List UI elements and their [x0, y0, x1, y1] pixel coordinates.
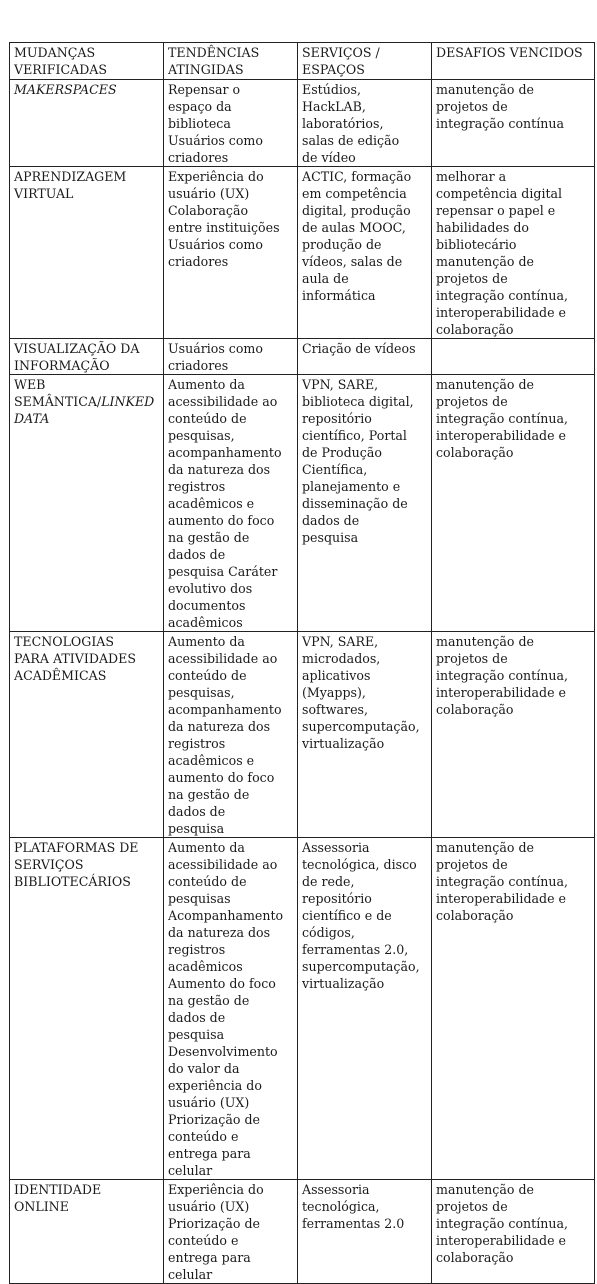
table-cell: Estúdios, HackLAB, laboratórios, salas de edição de vídeo	[298, 80, 432, 167]
table-row	[10, 838, 595, 1180]
table-cell: VPN, SARE, biblioteca digital, repositório científico, Portal de Produção Científica, planejamento e disseminação de dados de pesquisa	[298, 375, 432, 632]
table-cell: MAKERSPACES	[10, 80, 164, 167]
table-cell: melhorar a competência digital repensar o papel e habilidades do bibliotecário manutenção de projetos de integração contínua, interoperabilidade e colaboração	[432, 167, 595, 339]
header-cell-servicos: SERVIÇOS / ESPAÇOS	[298, 43, 432, 80]
table-cell: manutenção de projetos de integração contínua, interoperabilidade e colaboração	[432, 838, 595, 1180]
table-cell: VISUALIZAÇÃO DA INFORMAÇÃO	[10, 339, 164, 375]
table-cell: APRENDIZAGEM VIRTUAL	[10, 167, 164, 339]
table-header-row	[10, 43, 595, 80]
table-row	[10, 632, 595, 838]
trends-table	[9, 42, 595, 1284]
table-cell: manutenção de projetos de integração contínua, interoperabilidade e colaboração	[432, 632, 595, 838]
table-row	[10, 167, 595, 339]
table-cell: IDENTIDADE ONLINE	[10, 1180, 164, 1284]
table-cell: Repensar o espaço da biblioteca Usuários como criadores	[164, 80, 298, 167]
header-cell-desafios: DESAFIOS VENCIDOS	[432, 43, 595, 80]
table-cell: Assessoria tecnológica, ferramentas 2.0	[298, 1180, 432, 1284]
cell-text-italic: LINKED DATA	[14, 394, 155, 426]
table-cell: manutenção de projetos de integração contínua, interoperabilidade e colaboração	[432, 375, 595, 632]
table-row	[10, 80, 595, 167]
table-cell: ACTIC, formação em competência digital, produção de aulas MOOC, produção de vídeos, salas de aula de informática	[298, 167, 432, 339]
header-cell-mudancas: MUDANÇAS VERIFICADAS	[10, 43, 164, 80]
table-cell	[432, 339, 595, 375]
cell-text: WEB SEMÂNTICA/	[14, 377, 102, 409]
table-row	[10, 1180, 595, 1284]
header-cell-tendencias: TENDÊNCIAS ATINGIDAS	[164, 43, 298, 80]
table-cell: Experiência do usuário (UX) Colaboração entre instituições Usuários como criadores	[164, 167, 298, 339]
table-cell: manutenção de projetos de integração contínua	[432, 80, 595, 167]
table-cell: VPN, SARE, microdados, aplicativos (Myapps), softwares, supercomputação, virtualização	[298, 632, 432, 838]
table-cell: Criação de vídeos	[298, 339, 432, 375]
table-cell: Aumento da acessibilidade ao conteúdo de pesquisas, acompanhamento da natureza dos registros acadêmicos e aumento do foco na gestão de dados de pesquisa	[164, 632, 298, 838]
table-cell: Experiência do usuário (UX) Priorização de conteúdo e entrega para celular	[164, 1180, 298, 1284]
table-row	[10, 375, 595, 632]
table-cell: Usuários como criadores	[164, 339, 298, 375]
table-cell: Assessoria tecnológica, disco de rede, repositório científico e de códigos, ferramentas 2.0, supercomputação, virtualização	[298, 838, 432, 1180]
table-cell: TECNOLOGIAS PARA ATIVIDADES ACADÊMICAS	[10, 632, 164, 838]
table-cell: Aumento da acessibilidade ao conteúdo de pesquisas, acompanhamento da natureza dos registros acadêmicos e aumento do foco na gestão de dados de pesquisa Caráter evolutivo dos documentos acadêmicos	[164, 375, 298, 632]
table-cell	[10, 375, 164, 632]
table-row	[10, 339, 595, 375]
table-cell: manutenção de projetos de integração contínua, interoperabilidade e colaboração	[432, 1180, 595, 1284]
table-cell: PLATAFORMAS DE SERVIÇOS BIBLIOTECÁRIOS	[10, 838, 164, 1180]
table-cell: Aumento da acessibilidade ao conteúdo de pesquisas Acompanhamento da natureza dos registros acadêmicos Aumento do foco na gestão de dados de pesquisa Desenvolvimento do valor da experiência do usuário (UX) Priorização de conteúdo e entrega para celular	[164, 838, 298, 1180]
